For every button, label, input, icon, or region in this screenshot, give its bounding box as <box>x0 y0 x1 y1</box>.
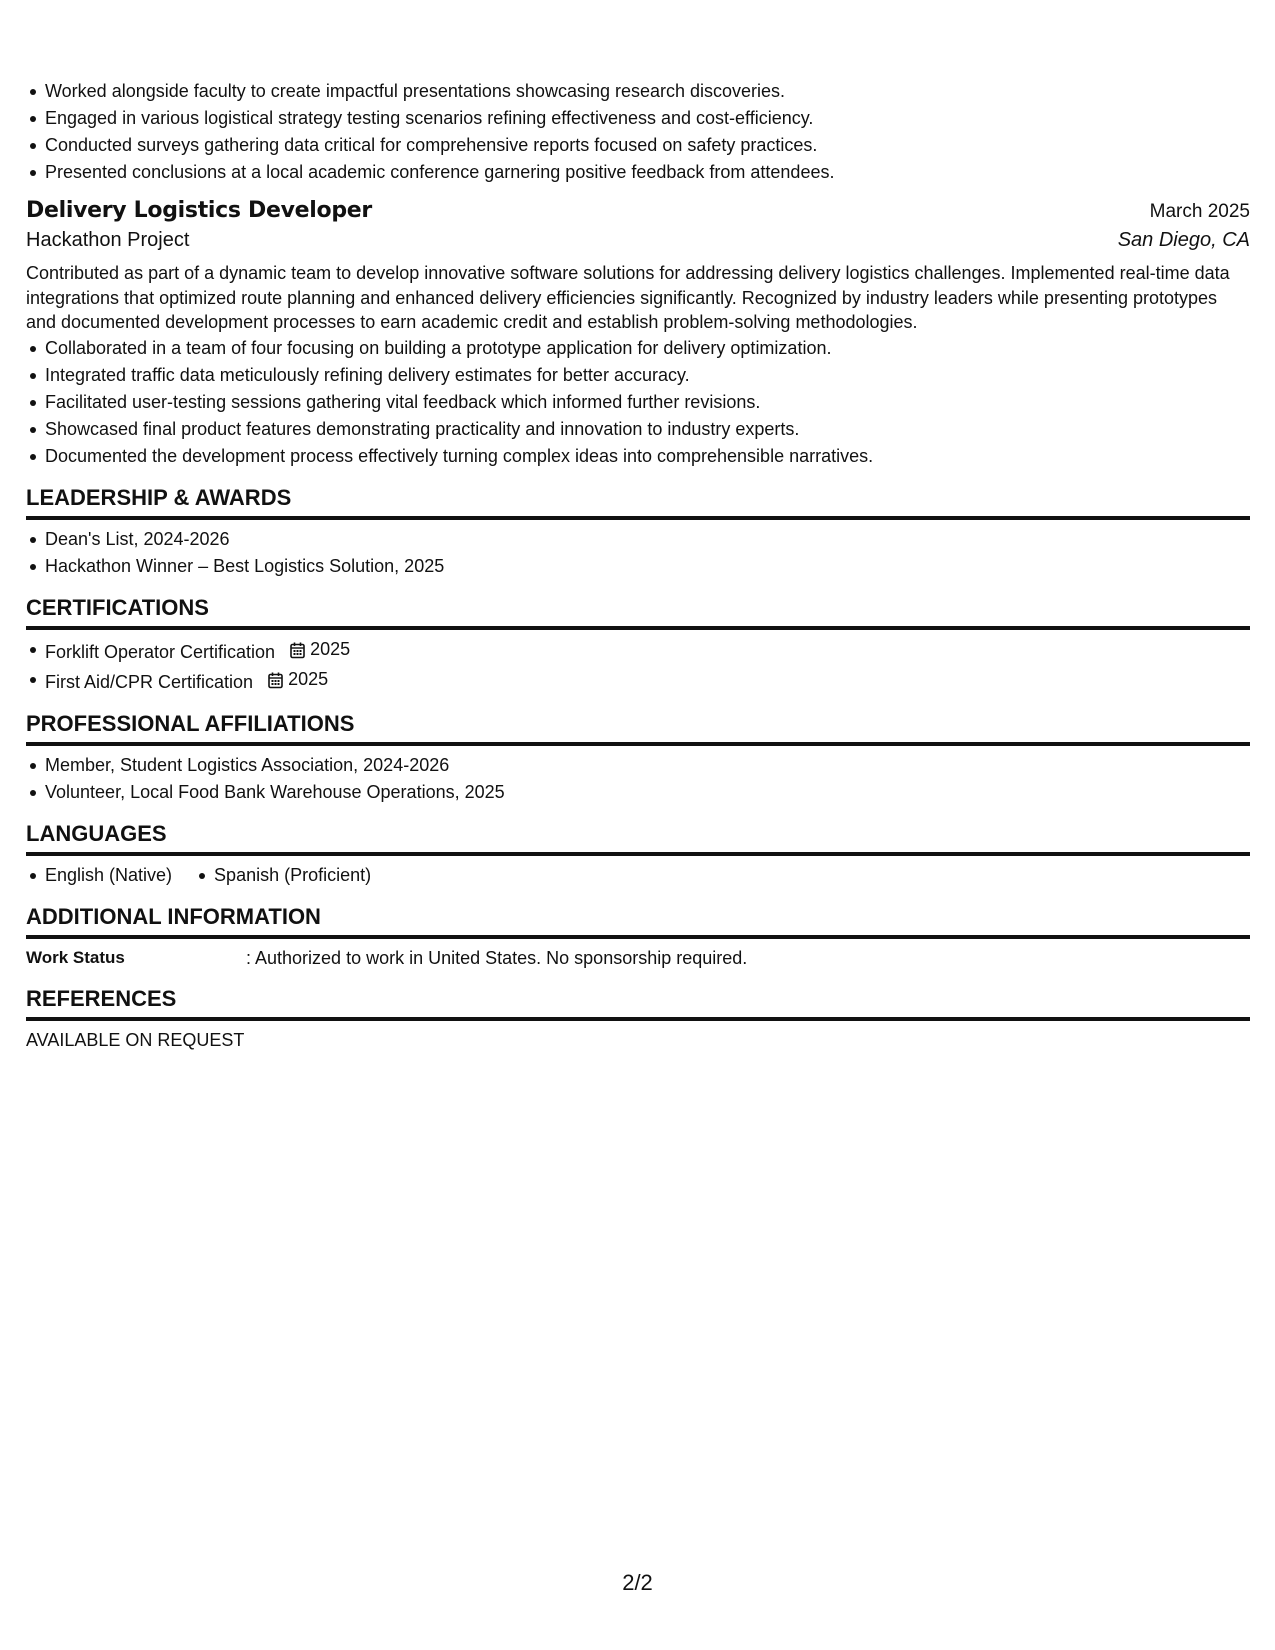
references-section <box>26 985 1250 1053</box>
section-title: PROFESSIONAL AFFILIATIONS <box>26 710 1250 746</box>
certification-date <box>268 666 328 693</box>
research-bullet-list <box>26 78 1250 186</box>
job-organization: Hackathon Project <box>26 229 190 251</box>
list-item: Hackathon Winner – Best Logistics Solution, 2025 <box>45 553 1250 580</box>
calendar-icon <box>268 672 283 689</box>
certification-name: First Aid/CPR Certification <box>45 671 254 692</box>
section-title: REFERENCES <box>26 985 1250 1021</box>
certification-date <box>290 636 350 663</box>
list-item: Documented the development process effectively turning complex ideas into comprehensible narratives. <box>45 443 1250 470</box>
affiliations-list <box>26 752 1250 806</box>
calendar-icon <box>290 642 305 659</box>
list-item <box>45 636 1250 666</box>
work-status-label: Work Status <box>26 947 125 967</box>
section-title: LANGUAGES <box>26 820 1250 856</box>
job-subheader <box>26 229 1250 252</box>
leadership-section <box>26 484 1250 580</box>
job-header <box>26 198 1250 223</box>
work-status-row <box>26 945 1250 971</box>
certifications-list <box>26 636 1250 696</box>
list-item: Spanish (Proficient) <box>214 862 371 889</box>
list-item: Member, Student Logistics Association, 2024-2026 <box>45 752 1250 779</box>
languages-list <box>26 862 1250 889</box>
resume-page <box>26 78 1250 1053</box>
job-description: Contributed as part of a dynamic team to develop innovative software solutions for addressing delivery logistics challenges. Implemented real-time data integrations that optimized route planning and enhanced delivery efficiencies significantly. Recognized by industry leaders while presenting prototypes and documented development processes to earn academic credit and establish problem-solving methodologies. <box>26 263 1230 332</box>
list-item <box>45 666 1250 696</box>
list-item: Collaborated in a team of four focusing on building a prototype application for delivery optimization. <box>45 335 1250 362</box>
certifications-section <box>26 594 1250 696</box>
certification-year: 2025 <box>310 638 351 659</box>
list-item: Showcased final product features demonstrating practicality and innovation to industry experts. <box>45 416 1250 443</box>
job-bullet-list <box>26 335 1250 470</box>
section-title: LEADERSHIP & AWARDS <box>26 484 1250 520</box>
section-title: CERTIFICATIONS <box>26 594 1250 630</box>
job-title: Delivery Logistics Developer <box>26 198 372 223</box>
work-status-value: : Authorized to work in United States. No sponsorship required. <box>246 947 748 968</box>
job-location: San Diego, CA <box>1117 229 1250 251</box>
list-item: Presented conclusions at a local academic conference garnering positive feedback from attendees. <box>45 159 1250 186</box>
list-item: Worked alongside faculty to create impactful presentations showcasing research discoveries. <box>45 78 1250 105</box>
references-text: AVAILABLE ON REQUEST <box>26 1029 245 1050</box>
list-item: Integrated traffic data meticulously refining delivery estimates for better accuracy. <box>45 362 1250 389</box>
list-item: Conducted surveys gathering data critical for comprehensive reports focused on safety practices. <box>45 132 1250 159</box>
affiliations-section <box>26 710 1250 806</box>
languages-section <box>26 820 1250 889</box>
leadership-list <box>26 526 1250 580</box>
additional-info-section <box>26 903 1250 971</box>
list-item: Engaged in various logistical strategy testing scenarios refining effectiveness and cost-efficiency. <box>45 105 1250 132</box>
list-item: Facilitated user-testing sessions gathering vital feedback which informed further revisions. <box>45 389 1250 416</box>
certification-name: Forklift Operator Certification <box>45 641 276 662</box>
page-number: 2/2 <box>622 1570 653 1595</box>
certification-year: 2025 <box>288 668 329 689</box>
job-date: March 2025 <box>1149 201 1250 222</box>
list-item: Dean's List, 2024-2026 <box>45 526 1250 553</box>
list-item: English (Native) <box>45 862 172 889</box>
list-item: Volunteer, Local Food Bank Warehouse Operations, 2025 <box>45 779 1250 806</box>
section-title: ADDITIONAL INFORMATION <box>26 903 1250 939</box>
